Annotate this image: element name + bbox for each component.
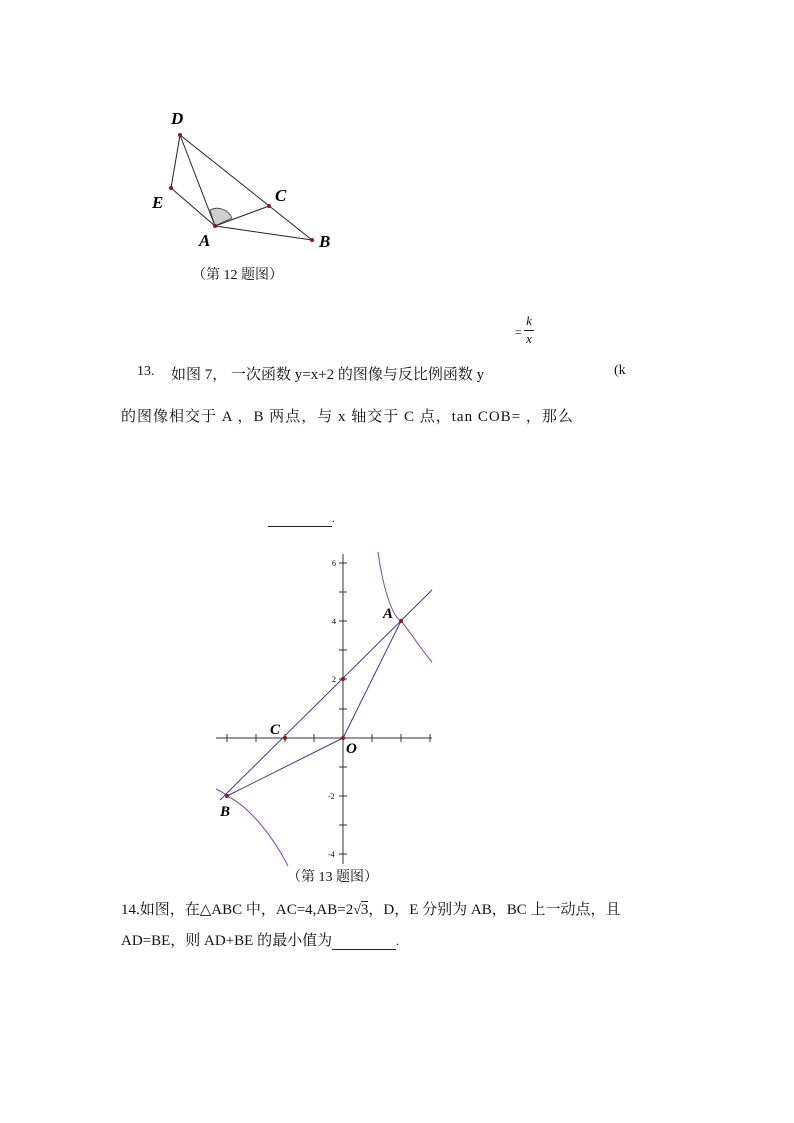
q14-line2-text: AD=BE，则 AD+BE 的最小值为	[121, 933, 333, 949]
point-B	[225, 794, 229, 798]
label-E: E	[152, 193, 164, 212]
sqrt-arg: 3	[360, 902, 369, 918]
segment-OB	[227, 738, 343, 796]
point-B	[310, 238, 314, 242]
point-O	[341, 736, 345, 740]
label-C: C	[270, 722, 281, 738]
point-A	[399, 619, 403, 623]
segment-OA	[343, 621, 401, 738]
tick-neg2: -2	[328, 792, 335, 801]
figure-12	[140, 100, 360, 260]
fraction-k-over-x	[524, 313, 534, 347]
q14-line1-pre: 14.如图，在△ABC 中，AC=4,AB=2	[121, 902, 354, 918]
point-C	[283, 736, 287, 740]
q13-line1-tail: (k	[614, 363, 626, 378]
tick-2: 2	[332, 675, 336, 684]
q14-answer-blank	[332, 935, 396, 950]
q13-line2: 的图像相交于 A ，B 两点，与 x 轴交于 C 点，tan COB= ，那么	[121, 409, 574, 425]
tick-6: 6	[332, 559, 336, 568]
label-A: A	[383, 606, 394, 622]
frac-num: k	[526, 313, 532, 328]
q14-line2-end: .	[396, 934, 400, 948]
hyperbola-lower	[216, 789, 288, 866]
point-y2	[341, 677, 345, 681]
q14-line1	[121, 898, 621, 919]
frac-den: x	[526, 331, 532, 346]
q13-line1: 如图 7， 一次函数 y=x+2 的图像与反比例函数 y	[171, 367, 485, 383]
label-B: B	[319, 232, 331, 251]
label-B: B	[220, 804, 231, 820]
fig13-caption: （第 13 题图）	[287, 870, 378, 885]
answer-blank	[268, 512, 332, 527]
sqrt-symbol: √	[353, 903, 361, 918]
figure-13	[210, 548, 440, 868]
point-E	[169, 186, 173, 190]
q14-line1-post: ，D，E 分别为 AB，BC 上一动点，且	[368, 902, 621, 918]
label-D: D	[171, 109, 184, 128]
point-C	[267, 204, 271, 208]
label-C: C	[275, 186, 287, 205]
eq-prefix: =	[515, 325, 522, 339]
fig12-caption: （第 12 题图）	[192, 268, 283, 283]
tick-4: 4	[332, 617, 336, 626]
q13-answer-line	[268, 510, 335, 527]
label-A: A	[199, 231, 211, 250]
point-D	[178, 133, 182, 137]
blank-tail: .	[332, 511, 335, 525]
q14-line2	[121, 929, 399, 950]
tick-neg4: -4	[328, 850, 335, 859]
q13-number: 13.	[137, 364, 155, 379]
point-A	[213, 224, 217, 228]
label-O: O	[346, 741, 357, 757]
